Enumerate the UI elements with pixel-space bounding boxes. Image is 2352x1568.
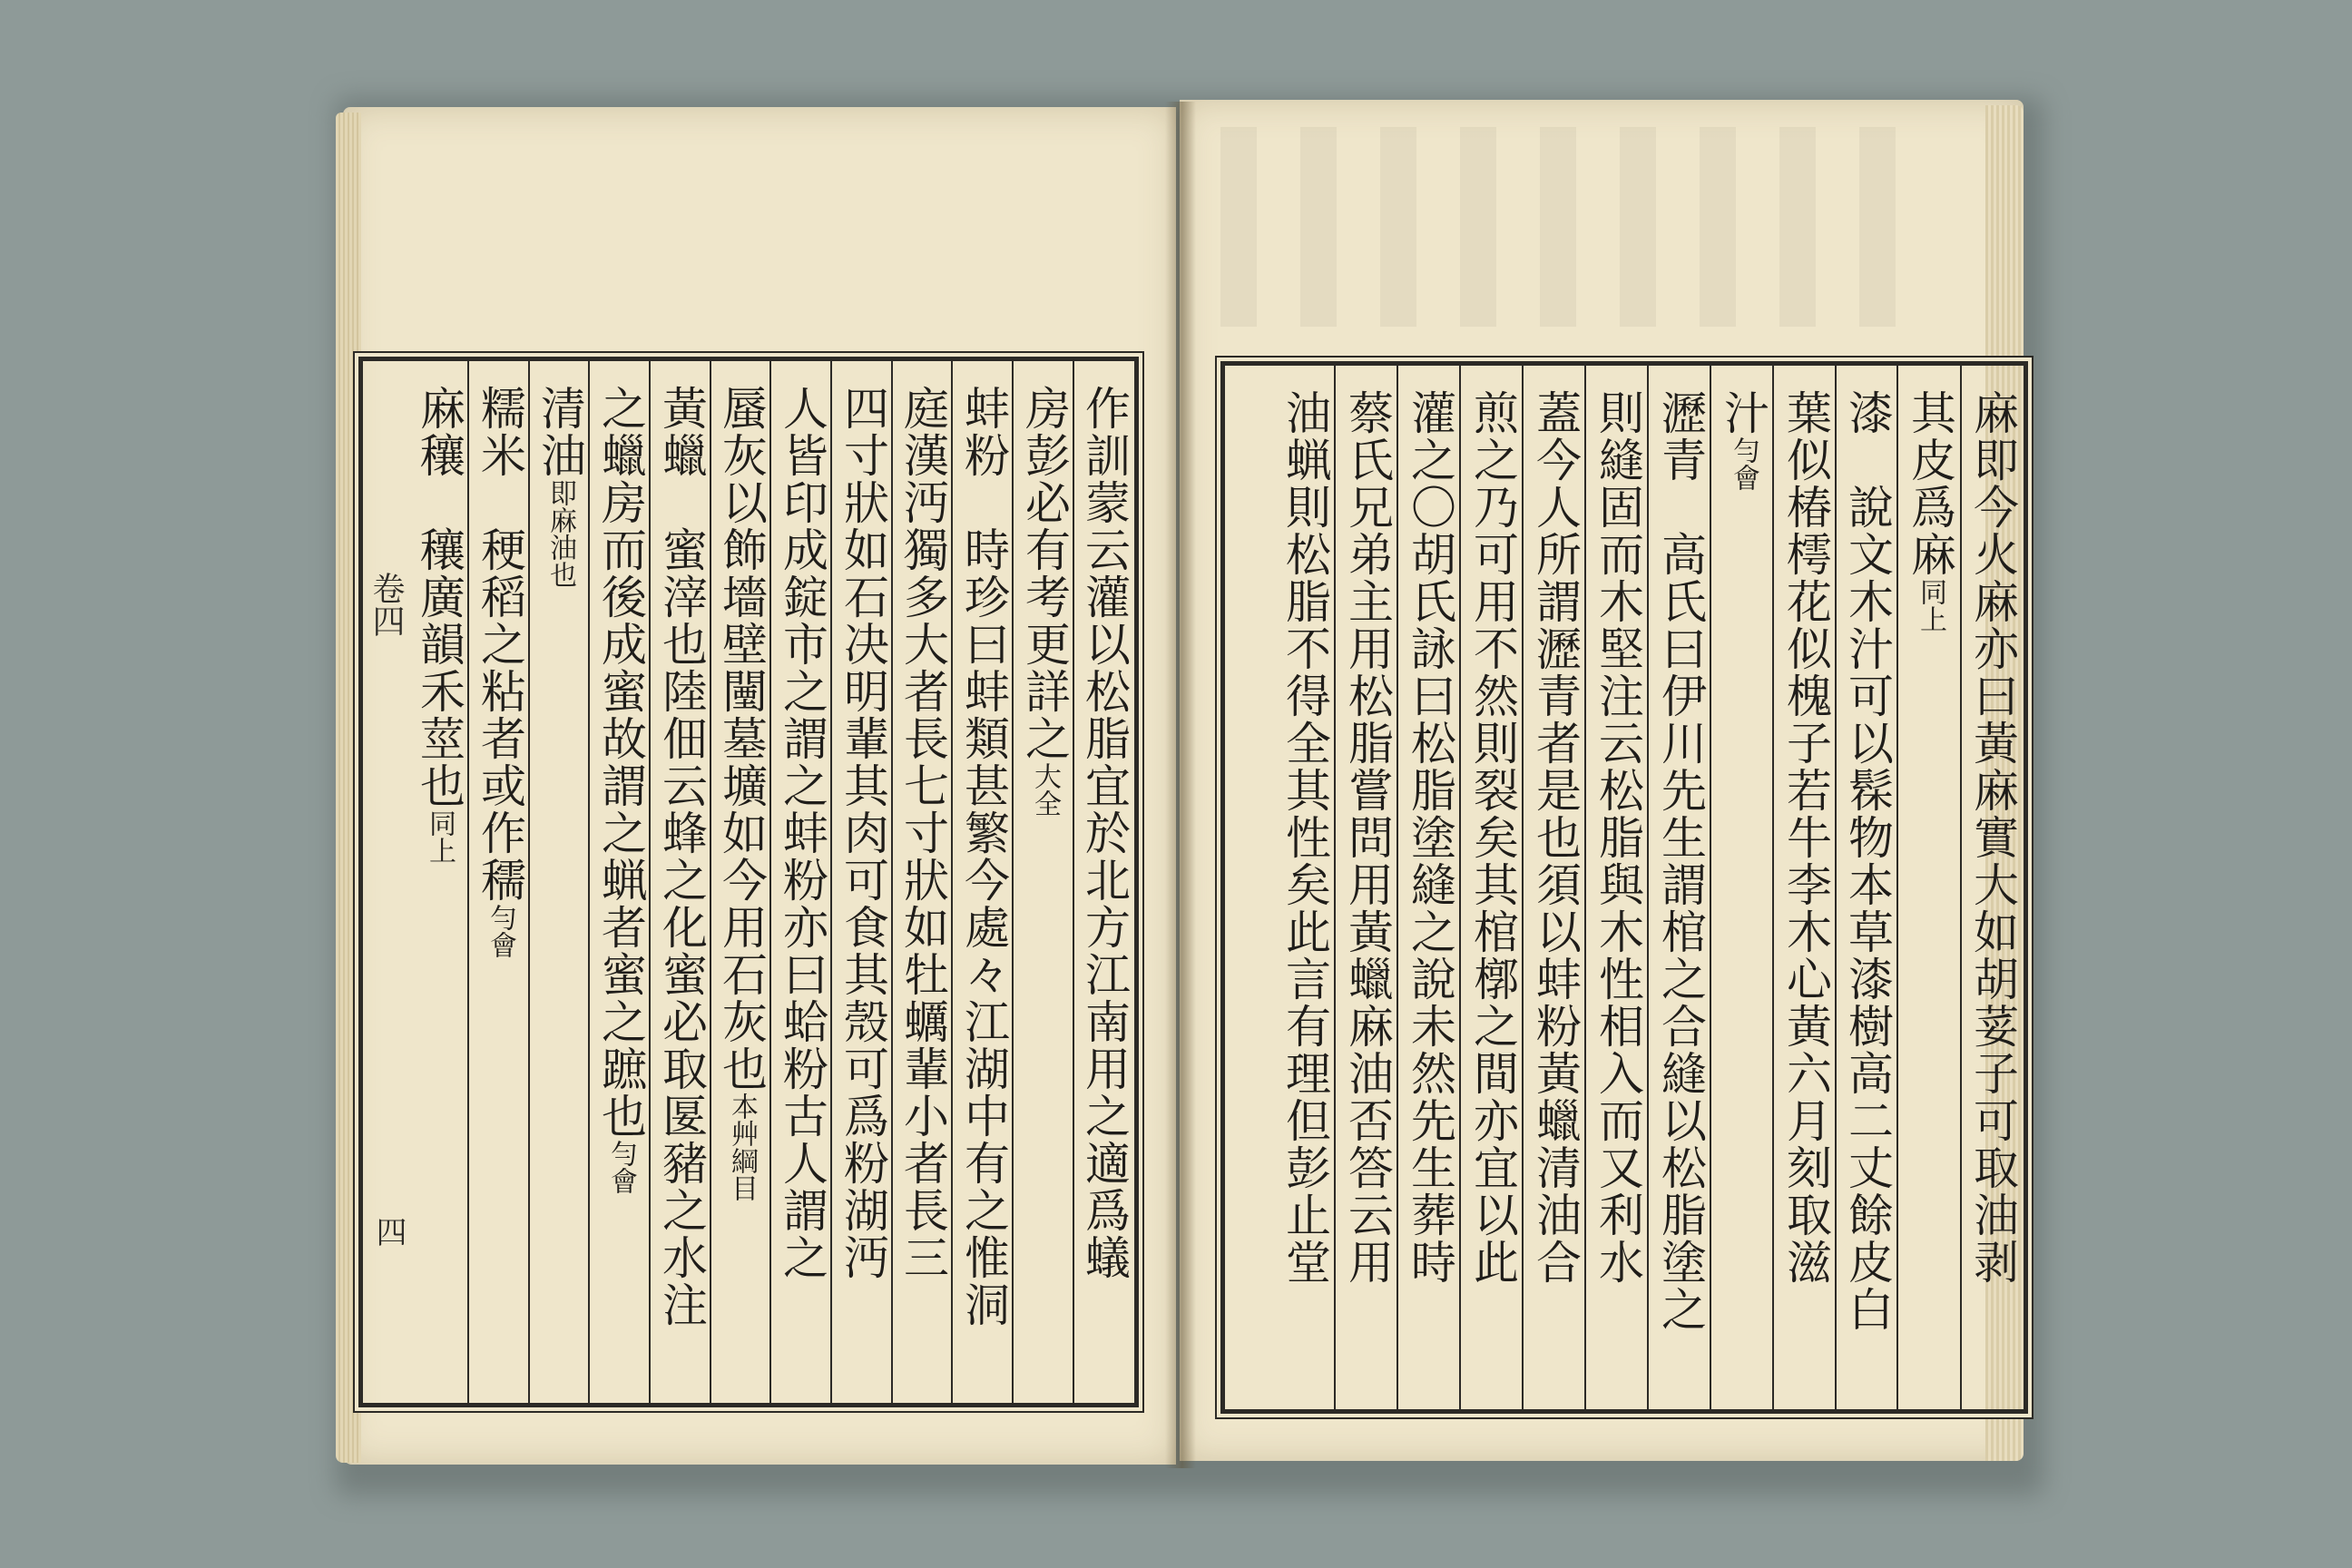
text-column: 麻即今火麻亦曰黃麻實大如胡荽子可取油剥 — [1966, 389, 2019, 1286]
left-text-frame — [358, 357, 1139, 1407]
text-column: 蔡氏兄弟主用松脂嘗問用黃蠟麻油否答云用 — [1341, 389, 1394, 1286]
text-column: 清油即麻油也 — [534, 385, 586, 588]
text-column: 蓋今人所謂瀝青者是也須以蚌粉黃蠟清油合 — [1529, 389, 1582, 1286]
text-column: 漆 說文木汁可以髹物本草漆樹高二丈餘皮白 — [1841, 389, 1894, 1333]
page-number: 四 — [370, 1216, 407, 1247]
text-column: 瀝青 高氏曰伊川先生謂棺之合縫以松脂塗之 — [1654, 389, 1707, 1333]
text-column: 其皮爲麻同上 — [1904, 389, 1956, 632]
text-column: 則縫固而木堅注云松脂與木性相入而又利水 — [1592, 389, 1644, 1286]
text-column: 蜃灰以飾墻壁闉墓壙如今用石灰也本艸綱目 — [715, 385, 768, 1201]
volume-label: 卷四 — [368, 572, 405, 637]
text-column: 汁勻會 — [1717, 389, 1769, 491]
text-column: 四寸狀如石决明輩其肉可食其殼可爲粉湖沔 — [837, 385, 889, 1281]
text-column: 作訓蒙云灌以松脂宜於北方江南用之適爲蟻 — [1078, 385, 1131, 1281]
text-column: 糯米 稉稻之粘者或作穤勻會 — [474, 385, 526, 958]
text-column: 煎之乃可用不然則裂矣其棺槨之間亦宜以此 — [1466, 389, 1519, 1286]
right-text-frame — [1220, 361, 2028, 1414]
text-column: 油蝋則松脂不得全其性矣此言有理但彭止堂 — [1279, 389, 1331, 1286]
left-page-edges — [336, 113, 361, 1463]
text-column: 葉似椿樗花似槐子若牛李木心黃六月刻取滋 — [1779, 389, 1832, 1286]
text-column: 黃蠟 蜜滓也陸佃云蜂之化蜜必取匽豬之水注 — [655, 385, 708, 1328]
text-column: 房彭必有考更詳之大全 — [1018, 385, 1071, 817]
text-column: 之蠟房而後成蜜故謂之蝋者蜜之蹠也勻會 — [594, 385, 647, 1194]
text-column: 灌之〇胡氏詠曰松脂塗縫之說未然先生葬時 — [1404, 389, 1456, 1286]
book-gutter — [1165, 102, 1196, 1468]
text-column: 庭漢沔獨多大者長七寸狀如牡蠣輩小者長三 — [897, 385, 949, 1281]
text-column: 麻穰 穰廣韻禾莖也同上 — [413, 385, 466, 864]
text-column: 蚌粉 時珍曰蚌類甚繁今處々江湖中有之惟洞 — [957, 385, 1010, 1328]
show-through-text — [1220, 127, 1910, 327]
text-column: 人皆印成錠市之謂之蚌粉亦曰蛤粉古人謂之 — [776, 385, 828, 1281]
